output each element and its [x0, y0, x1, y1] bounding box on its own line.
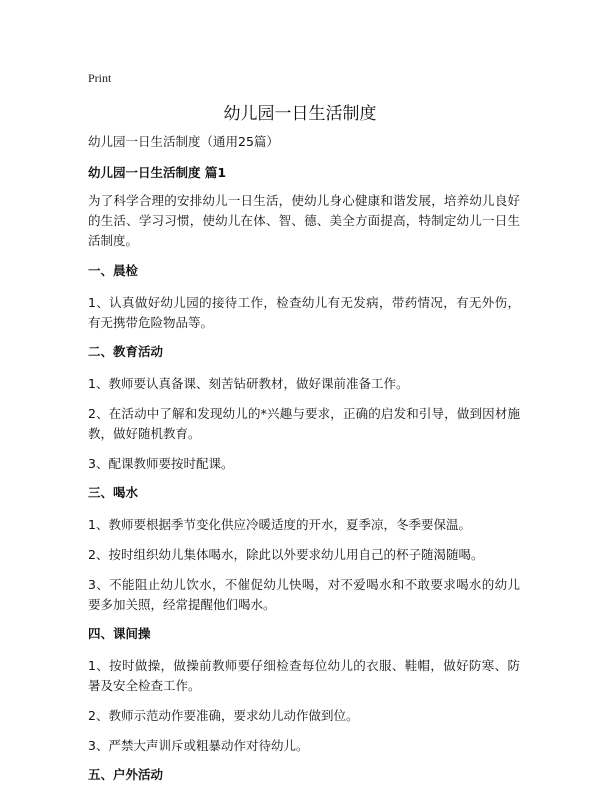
section-education	[88, 343, 520, 474]
section-item: 3、配课教师要按时配课。	[88, 456, 234, 471]
document-body	[88, 133, 520, 797]
section-item: 2、在活动中了解和发现幼儿的*兴趣与要求，正确的启发和引导，做到因材施教，做好随机教育。	[88, 406, 520, 441]
article-title: 幼儿园一日生活制度 篇1	[88, 165, 227, 180]
section-item: 1、教师要根据季节变化供应冷暖适度的开水，夏季凉，冬季要保温。	[88, 517, 471, 532]
section-heading: 三、喝水	[88, 485, 139, 500]
section-morning-check	[88, 262, 520, 333]
section-heading: 一、晨检	[88, 263, 139, 278]
document-subtitle: 幼儿园一日生活制度（通用25篇）	[88, 134, 279, 149]
section-exercise	[88, 625, 520, 756]
section-heading: 四、课间操	[88, 626, 151, 641]
section-drinking-water	[88, 484, 520, 615]
section-item: 1、教师要认真备课、刻苦钻研教材，做好课前准备工作。	[88, 376, 409, 391]
section-outdoor-activity	[88, 766, 520, 784]
section-item: 1、按时做操，做操前教师要仔细检查每位幼儿的衣服、鞋帽，做好防寒、防暑及安全检查工作。	[88, 658, 520, 693]
section-heading: 五、户外活动	[88, 767, 164, 782]
document-title: 幼儿园一日生活制度	[223, 104, 377, 124]
print-label[interactable]: Print	[88, 71, 112, 85]
section-item: 2、按时组织幼儿集体喝水，除此以外要求幼儿用自己的杯子随渴随喝。	[88, 547, 484, 562]
section-item: 3、不能阻止幼儿饮水，不催促幼儿快喝，对不爱喝水和不敢要求喝水的幼儿要多加关照，经常提醒他们喝水。	[88, 577, 520, 612]
section-item: 3、严禁大声训斥或粗暴动作对待幼儿。	[88, 738, 309, 753]
section-item: 1、认真做好幼儿园的接待工作，检查幼儿有无发病，带药情况，有无外伤，有无携带危险物品等。	[88, 295, 520, 330]
section-item: 2、教师示范动作要准确，要求幼儿动作做到位。	[88, 708, 359, 723]
section-heading: 二、教育活动	[88, 344, 164, 359]
intro-paragraph: 为了科学合理的安排幼儿一日生活，使幼儿身心健康和谐发展，培养幼儿良好的生活、学习习惯，使幼儿在体、智、德、美全方面提高，特制定幼儿一日生活制度。	[88, 193, 520, 248]
